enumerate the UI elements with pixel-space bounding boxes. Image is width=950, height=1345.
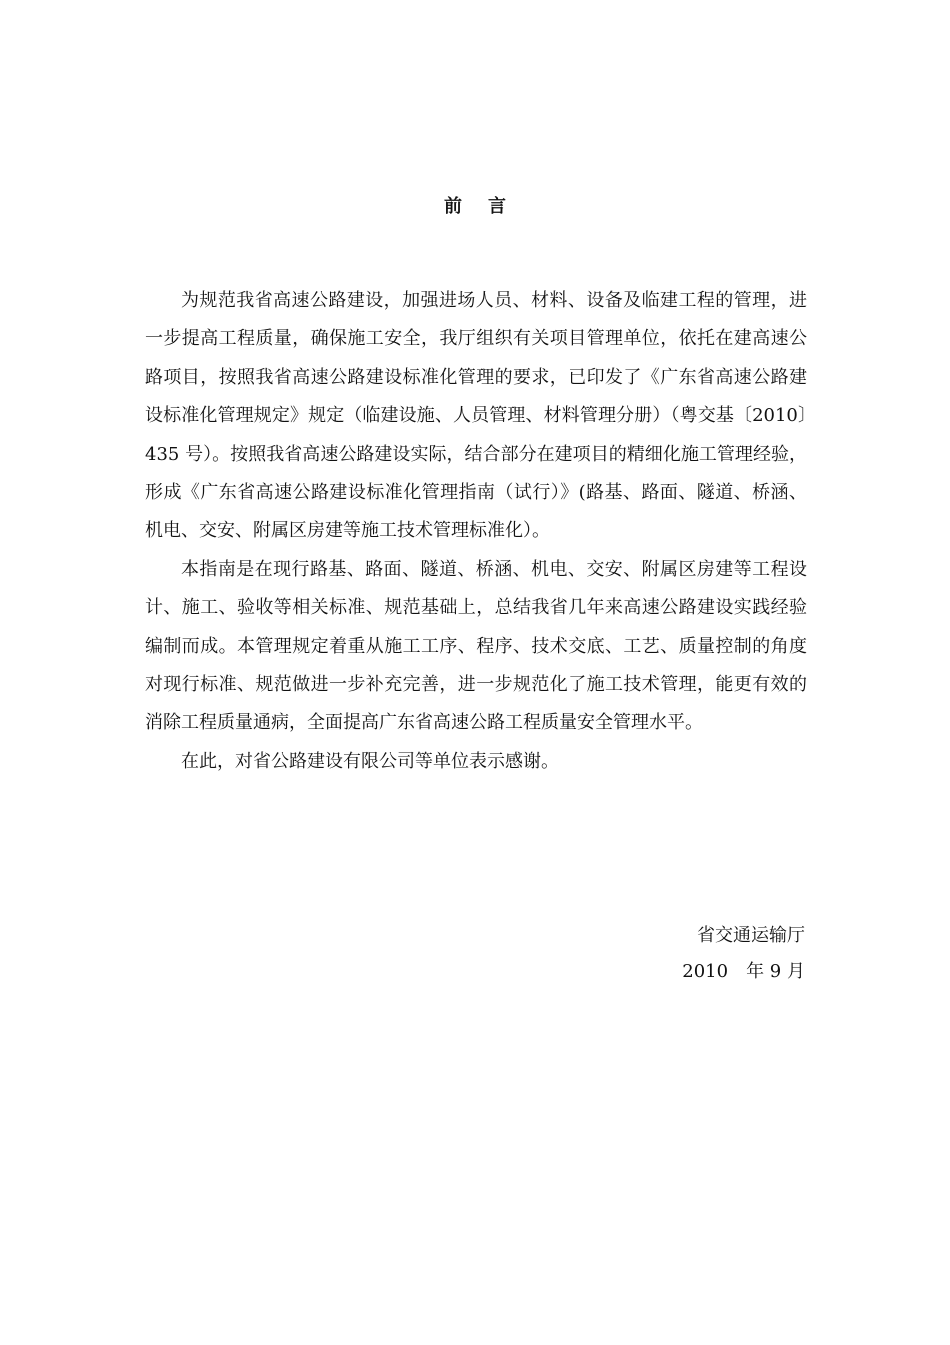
- issuer-name: 省交通运输厅: [697, 925, 805, 946]
- issue-date: 2010 年 9 月: [682, 961, 805, 982]
- page-title: [0, 193, 950, 221]
- title-char-2: 言: [488, 196, 506, 217]
- paragraph-2: 本指南是在现行路基、路面、隧道、桥涵、机电、交安、附属区房建等工程设计、施工、验收等相关标准、规范基础上，总结我省几年来高速公路建设实践经验编制而成。本管理规定着重从施工工序、程序、技术交底、工艺、质量控制的角度对现行标准、规范做进一步补充完善，进一步规范化了施工技术管理，能更有效的消除工程质量通病，全面提高广东省高速公路工程质量安全管理水平。: [145, 558, 807, 734]
- paragraph-1: 为规范我省高速公路建设，加强进场人员、材料、设备及临建工程的管理，进一步提高工程质量，确保施工安全，我厅组织有关项目管理单位，依托在建高速公路项目，按照我省高速公路建设标准化管理的要求，已印发了《广东省高速公路建设标准化管理规定》规定（临建设施、人员管理、材料管理分册）（粤交基〔2010〕435 号）。按照我省高速公路建设实际，结合部分在建项目的精细化施工管理经验，形成《广东省高速公路建设标准化管理指南（试行）》(路基、路面、隧道、桥涵、机电、交安、附属区房建等施工技术管理标准化）。: [145, 290, 807, 542]
- preface-body: [145, 282, 807, 781]
- signature-block: [600, 918, 805, 990]
- title-char-1: 前: [444, 196, 462, 217]
- paragraph-3: 在此，对省公路建设有限公司等单位表示感谢。: [181, 750, 559, 772]
